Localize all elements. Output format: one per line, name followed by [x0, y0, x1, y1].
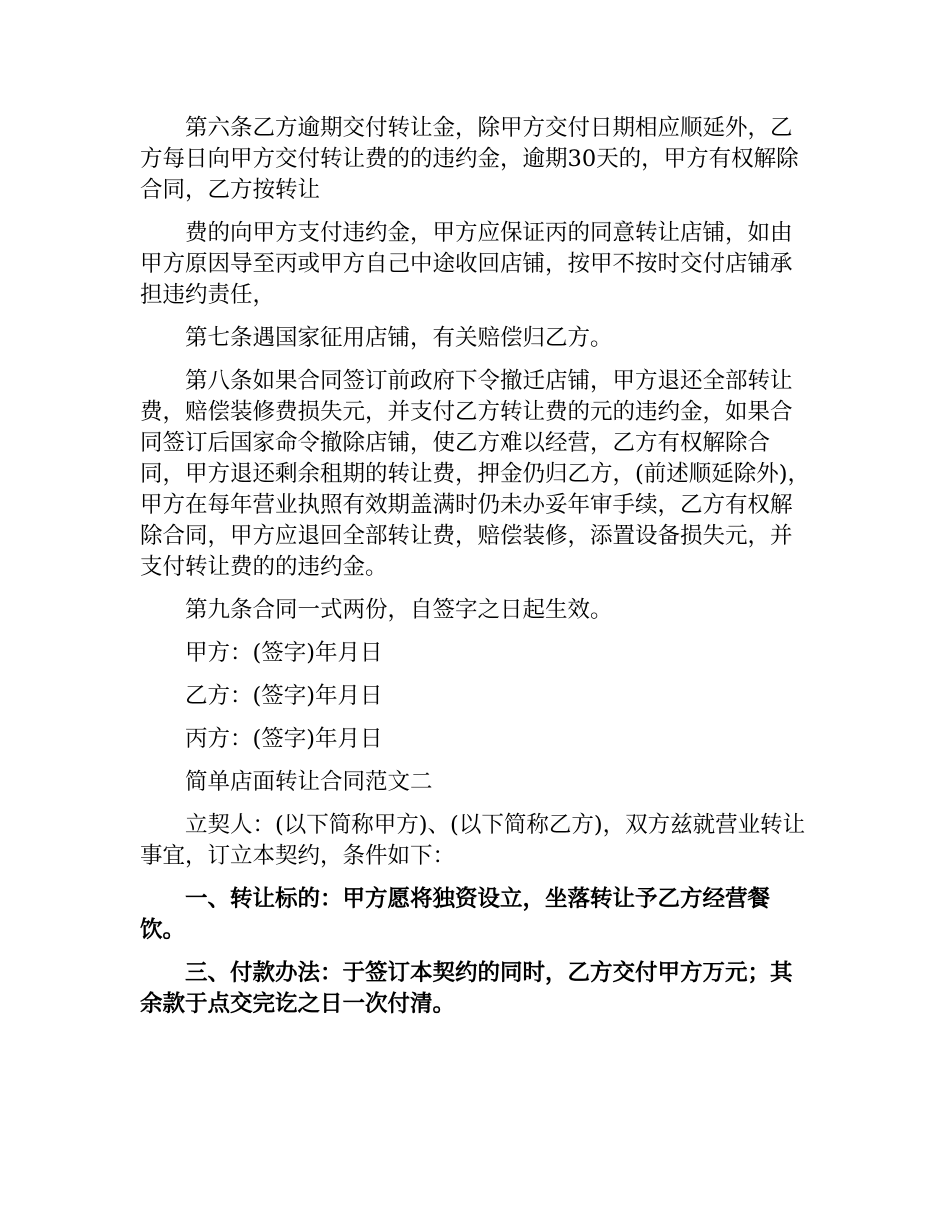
paragraph-contract-parties: 立契人：(以下简称甲方)、(以下简称乙方)，双方兹就营业转让事宜，订立本契约，条件如下： [140, 812, 806, 869]
paragraph-article-8: 第八条如果合同签订前政府下令撤迁店铺，甲方退还全部转让费，赔偿装修费损失元，并支付乙方转让费的元的违约金，如果合同签订后国家命令撤除店铺，使乙方难以经营，乙方有权解除合同，甲方退还剩余租期的转让费，押金仍归乙方，(前述顺延除外)，甲方在每年营业执照有效期盖满时仍未办妥年审手续，乙方有权解除合同，甲方应退回全部转让费，赔偿装修，添置设备损失元，并支付转让费的的违约金。 [140, 368, 811, 580]
paragraph-article-6-continued: 费的向甲方支付违约金，甲方应保证丙的同意转让店铺，如由甲方原因导至丙或甲方自己中途收回店铺，按甲不按时交付店铺承担违约责任， [140, 220, 793, 308]
paragraph-article-9: 第九条合同一式两份，自签字之日起生效。 [185, 597, 613, 623]
paragraph-payment-method: 三、付款办法：于签订本契约的同时，乙方交付甲方万元；其余款于点交完讫之日一次付清。 [140, 960, 793, 1017]
paragraph-transfer-subject: 一、转让标的：甲方愿将独资设立，坐落转让予乙方经营餐饮。 [140, 886, 771, 943]
section-heading: 简单店面转让合同范文二 [185, 769, 433, 795]
signature-party-a: 甲方：(签字)年月日 [185, 640, 383, 666]
signature-party-b: 乙方：(签字)年月日 [185, 683, 383, 709]
signature-party-c: 丙方：(签字)年月日 [185, 726, 383, 752]
paragraph-article-6: 第六条乙方逾期交付转让金，除甲方交付日期相应顺延外，乙方每日向甲方交付转让费的的违约金，逾期30天的，甲方有权解除合同，乙方按转让 [140, 115, 799, 203]
paragraph-article-7: 第七条遇国家征用店铺，有关赔偿归乙方。 [185, 325, 613, 351]
